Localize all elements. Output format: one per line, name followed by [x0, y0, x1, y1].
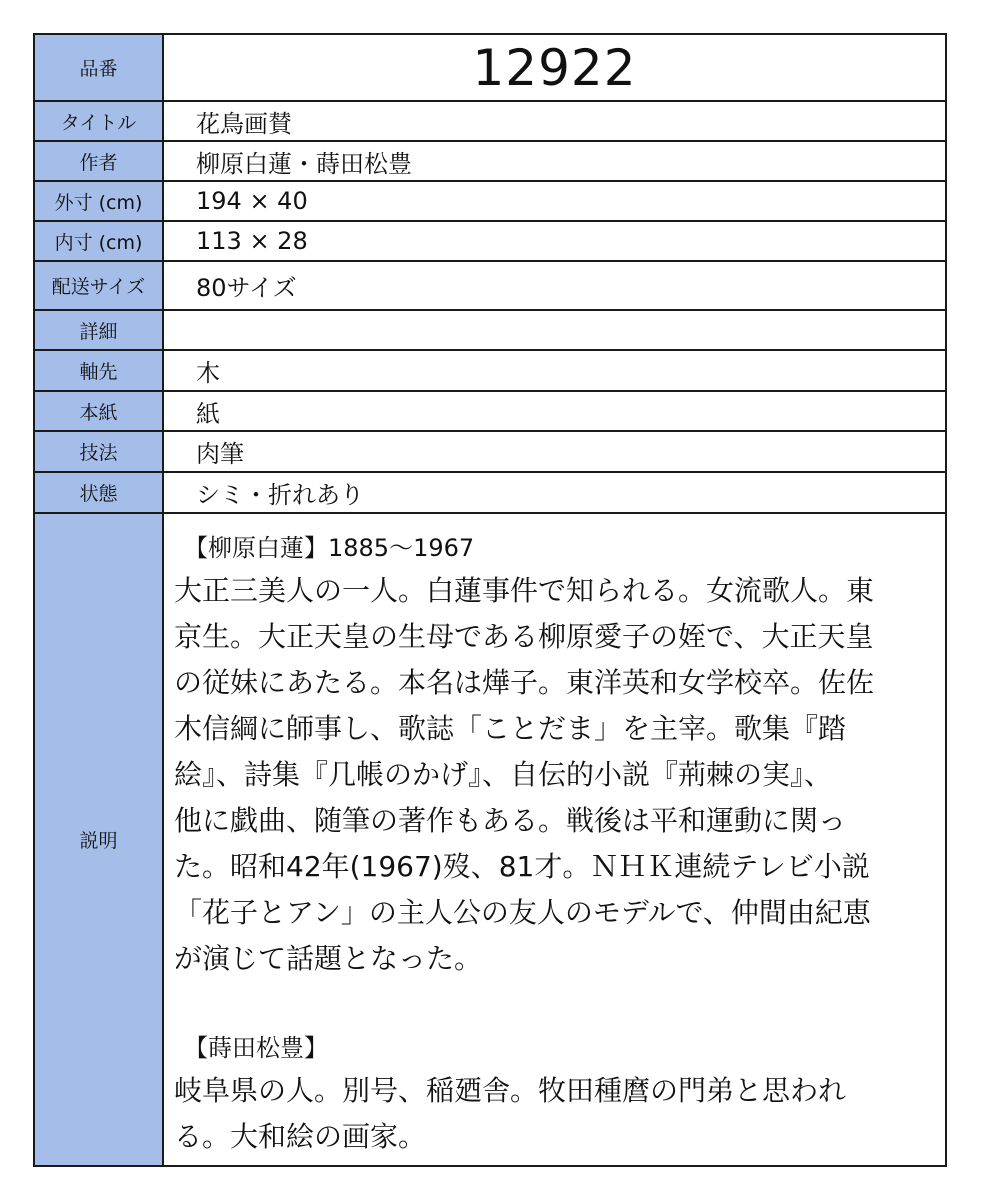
bio-line: 大正三美人の一人。白蓮事件で知られる。女流歌人。東: [174, 574, 875, 607]
label-roller-ends: 軸先: [35, 350, 163, 391]
bio-line: 木信綱に師事し、歌誌「ことだま」を主宰。歌集『踏: [174, 712, 847, 745]
product-info-table: [35, 35, 945, 1165]
bio-line: 京生。大正天皇の生母である柳原愛子の姪で、大正天皇: [174, 620, 874, 653]
paragraph-gap: [174, 982, 921, 1028]
label-outer-size: 外寸 (cm): [35, 181, 163, 221]
label-description: 説明: [35, 513, 163, 1165]
row-outer-size: [35, 181, 945, 221]
value-technique: 肉筆: [163, 431, 945, 472]
row-inner-size: [35, 221, 945, 261]
label-artist: 作者: [35, 141, 163, 181]
value-shipping-size: 80サイズ: [163, 261, 945, 310]
row-main-paper: [35, 391, 945, 431]
artist2-heading: 【蒔田松豊】: [184, 1034, 328, 1062]
product-info-sheet: [33, 33, 947, 1167]
value-inner-size: 113 × 28: [163, 221, 945, 261]
value-artist: 柳原白蓮・蒔田松豊: [163, 141, 945, 181]
row-artist: [35, 141, 945, 181]
artist1-bio: [174, 568, 921, 982]
bio-line: た。昭和42年(1967)歿、81才。ＮＨＫ連続テレビ小説: [174, 850, 870, 883]
row-roller-ends: [35, 350, 945, 391]
row-title: [35, 101, 945, 141]
value-product-number: 12922: [163, 35, 945, 101]
label-details: 詳細: [35, 310, 163, 350]
bio-line: 「花子とアン」の主人公の友人のモデルで、仲間由紀恵: [174, 896, 871, 929]
row-technique: [35, 431, 945, 472]
artist2-bio: [174, 1068, 921, 1160]
bio-line: 岐阜県の人。別号、稲廼舎。牧田種麿の門弟と思われ: [174, 1074, 847, 1107]
artist1-heading: 【柳原白蓮】1885〜1967: [184, 534, 475, 562]
value-condition: シミ・折れあり: [163, 472, 945, 513]
row-description: [35, 513, 945, 1165]
label-title: タイトル: [35, 101, 163, 141]
value-details: [163, 310, 945, 350]
row-product-number: [35, 35, 945, 101]
label-condition: 状態: [35, 472, 163, 513]
label-technique: 技法: [35, 431, 163, 472]
bio-line: が演じて話題となった。: [174, 942, 483, 975]
row-shipping-size: [35, 261, 945, 310]
value-outer-size: 194 × 40: [163, 181, 945, 221]
label-main-paper: 本紙: [35, 391, 163, 431]
label-product-number: 品番: [35, 35, 163, 101]
label-inner-size: 内寸 (cm): [35, 221, 163, 261]
value-main-paper: 紙: [163, 391, 945, 431]
label-shipping-size: 配送サイズ: [35, 261, 163, 310]
value-title: 花鳥画賛: [163, 101, 945, 141]
value-roller-ends: 木: [163, 350, 945, 391]
row-details: [35, 310, 945, 350]
bio-line: 他に戯曲、随筆の著作もある。戦後は平和運動に関っ: [174, 804, 847, 837]
bio-line: る。大和絵の画家。: [174, 1120, 427, 1153]
bio-line: 絵』、詩集『几帳のかげ』、自伝的小説『荊棘の実』、: [174, 758, 833, 791]
value-description: [163, 513, 945, 1165]
bio-line: の従妹にあたる。本名は燁子。東洋英和女学校卒。佐佐: [174, 666, 875, 699]
row-condition: [35, 472, 945, 513]
